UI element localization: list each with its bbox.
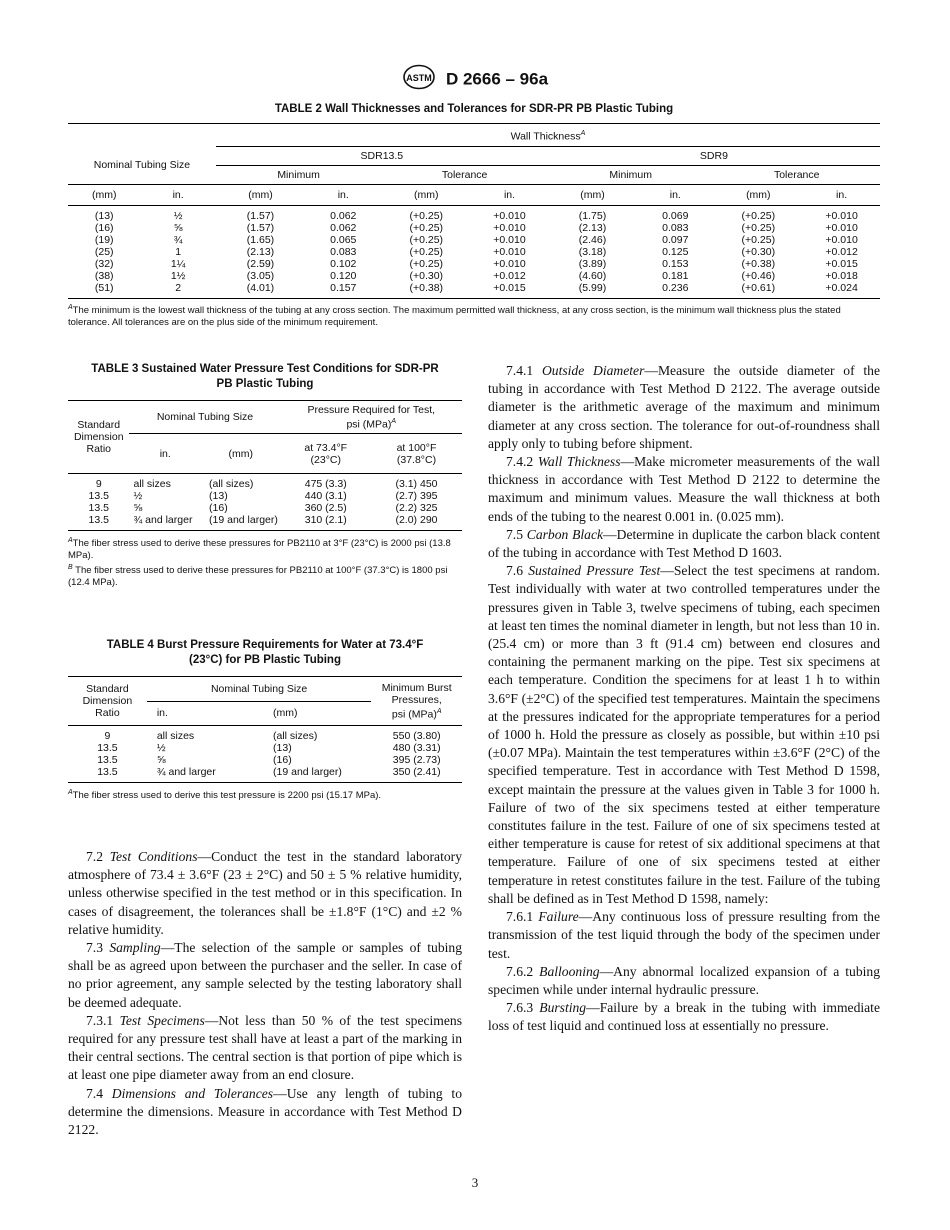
table-cell: 475 (3.3) [304,478,347,490]
table-cell: 0.125 [662,246,689,258]
table-cell: ¾ and larger [156,766,216,778]
table-cell: (19 and larger) [209,514,278,526]
section-body: —The selection of the sample or samples of tubing shall be as agreed upon between the purchaser and the seller. In case of no prior agreement, any sample selected by the testing laboratory shall be deemed adequate. [68,940,462,1010]
table-2-grid [68,123,880,298]
minimum-header: Minimum [548,166,714,185]
sdr-header [68,401,129,474]
minimum-header: Minimum [216,166,382,185]
header-line: at 73.4°F [304,441,348,454]
table-cell: +0.015 [825,258,858,270]
section-number: 7.6 [506,563,529,579]
col-mm: (mm) [273,707,298,720]
section-number: 7.6.2 [506,963,540,979]
table-cell: +0.010 [493,246,526,258]
section-paragraph [488,526,880,562]
table-row [68,514,462,530]
table-cell: (+0.25) [409,222,444,234]
table-cell: +0.010 [493,234,526,246]
table-cell: (4.01) [246,282,275,294]
footnote-text: The fiber stress used to derive these pressures for PB2110 at 3°F (23°C) is 2000 psi (13.8 MPa). [68,538,451,562]
table-cell: +0.010 [825,234,858,246]
section-paragraph [68,1012,462,1085]
table-cell: 0.102 [330,258,357,270]
table-cell: (+0.38) [409,282,444,294]
header-line: at 100°F [396,441,437,454]
section-number: 7.6.3 [506,1000,540,1016]
section-body: —Failure by a break in the tubing with immediate loss of test liquid and continued loss at essentially no pressure. [488,1000,880,1034]
table-cell: 550 (3.80) [392,730,441,742]
table-cell: (19) [94,234,114,246]
sdr13-header: SDR13.5 [216,147,548,166]
section-body: —Conduct the test in the standard laboratory atmosphere of 73.4 ± 3.6°F (23 ± 2°C) and 50 ± 5 % relative humidity, unless otherwise specified in the test method or in this specification. In cases of disagreement, the tolerances shall be ±1.8°F (1°C) and ±2 % relative humidity. [68,849,462,937]
table-4-caption [68,638,462,668]
section-body: —Any abnormal localized expansion of a tubing specimen while under internal hydraulic pressure. [488,963,880,997]
header-line: (23°C) [310,453,341,466]
header-line: Dimension [82,695,133,707]
table-cell: 395 (2.73) [392,754,441,766]
table-cell: 0.120 [330,270,357,282]
table-cell: 310 (2.1) [304,514,347,526]
table-4-grid [68,676,462,782]
table-cell: 0.097 [662,234,689,246]
sdr-header [68,677,147,726]
sup-a: A [580,129,586,137]
table-cell: (13) [273,742,292,754]
section-body: —Any continuous loss of pressure resulting from the transmission of the test liquid through the body of the specimen under test. [488,909,880,961]
table-3-footnotes [68,530,462,589]
temp2-header [371,434,462,474]
table-cell: (+0.25) [409,258,444,270]
table-cell: +0.010 [493,210,526,222]
table-cell: (16) [273,754,292,766]
header-line: psi (MPa) [391,708,437,721]
table-row [68,258,880,270]
section-title: Outside Diameter [541,363,645,378]
section-body: —Measure the outside diameter of the tubing in accordance with Test Method D 2122. The average outside diameter is the arithmetic average of the maximum and minimum diameter at any cross section. The tolerance for out-of-roundness shall apply only to tubing before shipment. [488,363,880,451]
document-id: D 2666 – 96a [445,69,549,89]
table-cell: 360 (2.5) [304,502,347,514]
table-cell: 9 [95,478,102,490]
sdr9-header: SDR9 [548,147,880,166]
table-2-footnote [68,298,880,329]
table-cell: (16) [209,502,228,514]
tolerance-header: Tolerance [381,166,547,185]
table-cell: (3.05) [246,270,275,282]
table-cell: 0.062 [330,222,357,234]
col-mm: (mm) [746,189,771,201]
table-row [68,490,462,502]
table-cell: 0.153 [662,258,689,270]
table-cell: (3.18) [578,246,607,258]
table-cell: (+0.30) [741,246,776,258]
table-cell: +0.018 [825,270,858,282]
table-cell: +0.012 [825,246,858,258]
page-number: 3 [471,1175,479,1190]
table-cell: (3.89) [578,258,607,270]
col-mm: (mm) [91,189,117,201]
footnote-text: The fiber stress used to derive these pressures for PB2110 at 100°F (37.3°C) is 1800 psi (12.4 MPa). [68,565,448,589]
table-cell: (3.1) 450 [395,478,438,490]
table-3-grid [68,400,462,530]
section-title: Carbon Black [526,526,604,542]
col-mm: (mm) [414,189,439,201]
table-row [68,474,462,491]
pressure-header [281,401,462,434]
table-cell: ¾ [173,234,183,246]
table-cell: (51) [94,282,114,294]
header-line: psi (MPa) [346,418,392,431]
table-cell: (+0.25) [741,210,776,222]
section-title: Test Specimens [119,1012,205,1028]
page-header [0,64,950,95]
table-cell: 0.083 [662,222,689,234]
section-title: Ballooning [539,963,600,979]
section-number: 7.4 [86,1085,112,1101]
footnote-a [68,535,462,562]
table-cell: (2.7) 395 [395,490,438,502]
table-cell: (25) [94,246,114,258]
table-cell: (32) [94,258,114,270]
section-number: 7.4.1 [506,363,542,378]
section-title: Sampling [109,940,161,956]
section-paragraph [488,908,880,963]
col-in: in. [337,189,349,201]
col-in: in. [172,189,184,201]
table-cell: (5.99) [578,282,607,294]
section-number: 7.2 [86,849,110,864]
header-line: Minimum Burst [381,681,452,694]
table-4-footnote [68,782,462,802]
table-cell: (+0.25) [741,234,776,246]
left-column-text [68,848,462,1139]
table-cell: (19 and larger) [273,766,342,778]
section-number: 7.3.1 [86,1012,120,1028]
table-2-caption: TABLE 2 Wall Thicknesses and Tolerances for SDR-PR PB Plastic Tubing [274,103,674,115]
header-line: Ratio [86,443,111,455]
table-cell: 13.5 [97,754,118,766]
table-cell: all sizes [133,478,171,490]
table-cell: 1½ [170,270,186,282]
header-line: (37.8°C) [396,453,437,466]
table-row [68,742,462,754]
section-title: Dimensions and Tolerances [111,1085,274,1101]
section-body: —Not less than 50 % of the test specimens required for any pressure test shall have at least a part of the marking in their central sections. The central section is that portion of pipe which is at least one pipe diameter away from an end closure. [68,1012,462,1083]
nominal-size-header: Nominal Tubing Size [93,159,191,172]
table-cell: 2 [175,282,182,294]
table-cell: all sizes [156,730,195,742]
section-title: Sustained Pressure Test [528,563,661,579]
table-cell: 0.157 [330,282,357,294]
table-cell: (38) [94,270,114,282]
table-row [68,766,462,782]
col-mm: (mm) [580,189,605,201]
col-in: in. [156,707,168,720]
nominal-size-header: Nominal Tubing Size [147,677,372,702]
table-cell: (+0.25) [409,234,444,246]
footnote-mark: B [68,564,73,572]
table-cell: (+0.46) [741,270,776,282]
table-4 [68,638,462,802]
section-number: 7.4.2 [506,454,538,470]
table-cell: +0.010 [825,222,858,234]
table-cell: (2.59) [246,258,275,270]
section-body: —Select the test specimens at random. Test individually with water at two controlled temperatures under the pressures given in Table 3, twelve specimens of tubing, each specimen at least ten times the nominal diameter in length, but not less than 10 in. (25.4 cm) or more than 3 ft (91.4 cm) between end closures and containing the permanent marking on the pipe. Test six specimens at each temperature. Condition the specimens for at least 1 h to within 3.6°F (±2°C) of the specified test temperatures. Maintain the specimens at the pressures indicated for the appropriate temperatures for a period of 1000 h. Hold the pressure as closely as possible, but within ±10 psi (±0.07 MPa). Maintain the test temperatures within ±3.6°F (2°C) of the specified temperature. Test in accordance with Test Method D 1598, except maintain the pressure at the values given in Table 3 for 1000 h. Failure of two of the six specimens tested at either temperature constitutes failure in the test. Failure of one of six specimens tested at either temperature is cause for retest of six additional specimens at that temperature. Failure of one of six specimens tested at either temperature in retest constitutes failure in the test. Failure of the tubing shall be defined as in Test Method D 1598, namely: [488,563,880,906]
col-mm: (mm) [228,447,254,460]
header-line: Standard [77,419,121,431]
table-cell: 13.5 [97,766,118,778]
table-cell: (16) [94,222,114,234]
table-cell: 1¼ [170,258,186,270]
table-3 [68,362,462,589]
section-number: 7.5 [506,526,527,542]
table-cell: ½ [173,210,183,222]
section-paragraph [488,562,880,908]
table-cell: 0.083 [330,246,357,258]
temp1-header [281,434,371,474]
section-number: 7.6.1 [506,909,539,925]
table-cell: (4.60) [578,270,607,282]
table-cell: (1.57) [246,222,275,234]
section-paragraph [488,453,880,526]
table-row [68,246,880,258]
table-cell: (2.0) 290 [395,514,438,526]
table-cell: (2.46) [578,234,607,246]
nominal-size-header: Nominal Tubing Size [129,401,280,434]
table-cell: 13.5 [88,502,109,514]
footnote-mark: A [68,789,73,796]
table-row [68,270,880,282]
table-cell: (all sizes) [273,730,318,742]
table-cell: ½ [156,742,166,754]
table-cell: 0.065 [330,234,357,246]
astm-logo-icon [402,64,436,95]
col-in: in. [669,189,681,201]
table-cell: (all sizes) [209,478,254,490]
table-cell: ⅝ [133,502,143,514]
footnote-mark: A [68,304,73,311]
table-cell: 440 (3.1) [304,490,347,502]
table-cell: (1.65) [246,234,275,246]
table-cell: 0.236 [662,282,689,294]
astm-logo-text: ASTM [406,73,432,83]
section-title: Failure [538,909,579,925]
header-line: Pressure Required for Test, [307,403,436,416]
footnote-text: The fiber stress used to derive this test pressure is 2200 psi (15.17 MPa). [72,790,382,802]
table-cell: 0.062 [330,210,357,222]
table-cell: 480 (3.31) [392,742,441,754]
table-cell: (1.75) [578,210,607,222]
table-row [68,206,880,223]
table-cell: ¾ and larger [133,514,193,526]
table-cell: 13.5 [97,742,118,754]
table-cell: 0.181 [662,270,689,282]
section-title: Test Conditions [109,849,198,864]
table-cell: +0.012 [493,270,526,282]
section-body: —Use any length of tubing to determine the dimensions. Measure in accordance with Test Method D 2122. [68,1085,462,1138]
table-cell: (13) [94,210,114,222]
table-3-caption [68,362,462,392]
section-paragraph [68,848,462,939]
header-line: Pressures, [391,693,442,706]
caption-line: TABLE 4 Burst Pressure Requirements for Water at 73.4°F [106,639,424,651]
col-in: in. [836,189,848,201]
footnote-mark: A [68,537,73,544]
table-cell: (2.2) 325 [395,502,438,514]
table-row [68,234,880,246]
right-column-text [488,362,880,1036]
sup-a: A [436,707,442,715]
table-cell: 13.5 [88,490,109,502]
col-in: in. [159,447,171,460]
caption-line: (23°C) for PB Plastic Tubing [189,654,341,666]
table-cell: +0.010 [493,222,526,234]
table-cell: +0.010 [493,258,526,270]
section-paragraph [488,362,880,453]
table-cell: (+0.38) [741,258,776,270]
section-paragraph [488,963,880,999]
table-cell: (2.13) [246,246,275,258]
footnote-b [68,562,462,589]
header-line: Ratio [95,707,120,719]
table-cell: ½ [133,490,143,502]
table-row [68,502,462,514]
section-paragraph [68,939,462,1012]
table-cell: (+0.25) [409,210,444,222]
col-in: in. [503,189,516,201]
table-cell: ⅝ [156,754,166,766]
table-row [68,222,880,234]
tolerance-header: Tolerance [713,166,880,185]
table-cell: (+0.25) [409,246,444,258]
caption-line: TABLE 3 Sustained Water Pressure Test Conditions for SDR-PR [91,363,439,375]
header-line: Dimension [73,431,124,443]
caption-line: PB Plastic Tubing [216,378,314,390]
section-body: —Determine in duplicate the carbon black content of the tubing in accordance with Test Method D 1603. [488,526,881,561]
table-cell: 1 [175,246,182,258]
table-cell: 13.5 [88,514,109,526]
section-title: Wall Thickness [537,454,621,470]
burst-header [371,677,462,726]
sup-a: A [391,417,397,425]
section-paragraph [68,1085,462,1140]
table-cell: (+0.30) [409,270,444,282]
header-line: Standard [86,683,129,695]
table-cell: 9 [104,730,111,742]
section-title: Bursting [539,1000,587,1016]
section-body: —Make micrometer measurements of the wall thickness in accordance with Test Method D 2122 to determine the maximum and minimum values. Measure the wall thickness at both ends of the tubing to the nearest 0.001 in. (0.025 mm). [488,454,880,524]
table-2 [68,102,880,329]
table-row [68,726,462,743]
table-cell: 0.069 [662,210,689,222]
table-cell: ⅝ [173,222,183,234]
col-mm: (mm) [248,189,273,201]
table-cell: (+0.25) [741,222,776,234]
table-cell: 350 (2.41) [392,766,441,778]
table-row [68,754,462,766]
table-cell: (2.13) [578,222,607,234]
section-paragraph [488,999,880,1035]
section-number: 7.3 [86,940,110,956]
table-cell: (1.57) [246,210,275,222]
table-cell: (13) [209,490,228,502]
table-cell: (+0.61) [741,282,776,294]
footnote-text: The minimum is the lowest wall thickness of the tubing at any cross section. The maximum permitted wall thickness, at any cross section, is the minimum wall thickness plus the stated tolerance. All tolerances are on the plus side of the minimum requirement. [68,305,841,329]
table-row [68,282,880,298]
table-cell: +0.010 [825,210,858,222]
table-cell: +0.024 [825,282,858,294]
wall-thickness-header: Wall Thickness [510,130,581,143]
table-cell: +0.015 [493,282,526,294]
